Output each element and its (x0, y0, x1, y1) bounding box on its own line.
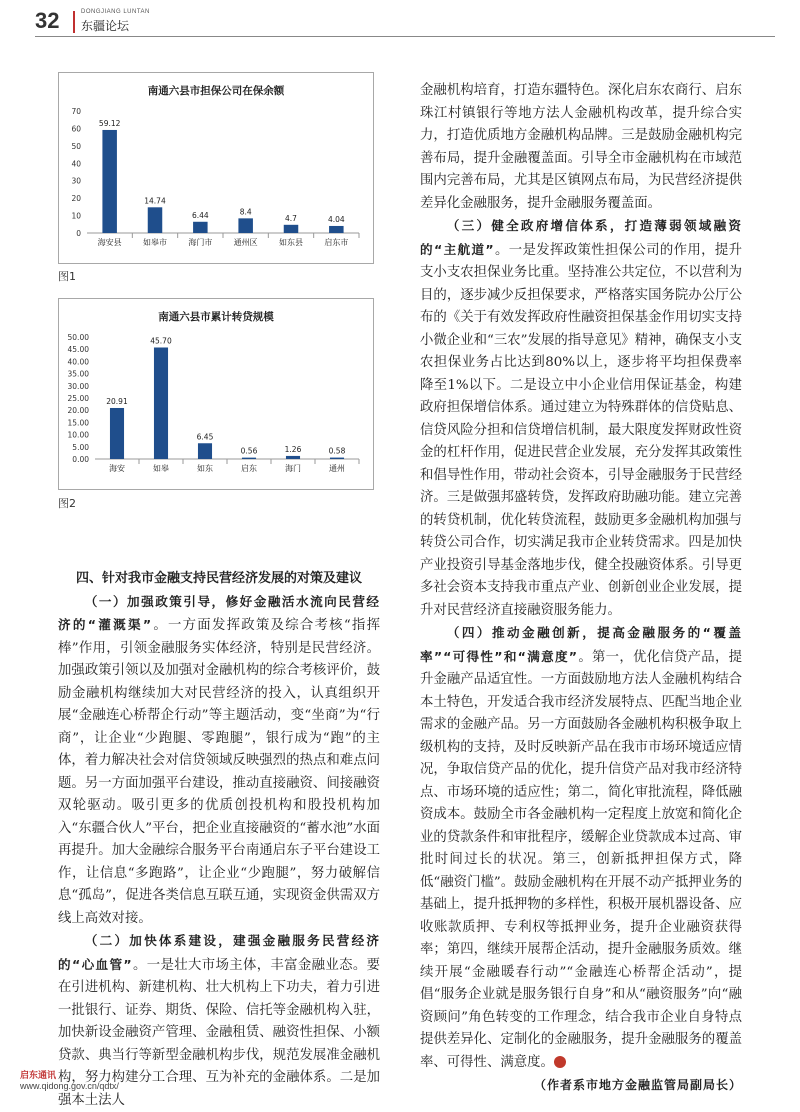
data-label: 6.45 (196, 432, 214, 442)
y-tick-label: 0 (76, 229, 81, 238)
bar (154, 347, 168, 459)
data-label: 4.04 (327, 214, 345, 224)
figure-label: 图1 (58, 270, 76, 283)
left-column (58, 568, 380, 1112)
paragraph-body: 。一是壮大市场主体，丰富金融业态。要在引进机构、新建机构、壮大机构上下功夫，着力引进一批银行、证券、期货、保险、信托等金融机构入驻，加快新设金融资产管理、金融租赁、融资性担保、小额贷款、典当行等新型金融机构步伐，规范发展准金融机构，努力构建分工合理、互为补充的金融体系。二是加强本土法人 (58, 957, 381, 1108)
chart-title: 南通六县市累计转贷规模 (158, 311, 274, 323)
bar (284, 225, 299, 233)
subheading: （一）加强政策引导，修好金融活水流向民营经济的“灌溉渠” (58, 593, 380, 632)
section-heading: 四、针对我市金融支持民营经济发展的对策及建议 (75, 571, 362, 586)
chart-plot (59, 299, 373, 489)
subheading: （二）加快体系建设，建强金融服务民营经济的“心血管” (58, 933, 380, 972)
x-tick-label: 通州 (329, 464, 345, 473)
data-label: 0.58 (328, 446, 346, 456)
bar (330, 458, 344, 459)
y-tick-label: 45.00 (67, 345, 89, 355)
bar (193, 222, 208, 233)
y-tick-label: 20 (71, 194, 81, 204)
paragraph-body: 。一是发挥政策性担保公司的作用，提升支小支农担保业务比重。坚持准公共定位，不以营利为目的，逐步减少反担保要求，严格落实国务院办公厅公布的《关于有效发挥政府性融资担保基金作用切实支持小微企业和“三农”发展的指导意见》精神，确保支小支农担保业务占比达到80%以上，逐步将平均担保费率降至1%以下。二是设立中小企业信用保证基金，构建政府担保增信体系。通过建立为特殊群体的信贷贴息、信贷风险分担和信贷增信机制，最大限度发挥财政性资金的杠杆作用，促进民营企业发展，充分发挥其政策性和倡导性作用，带动社会资本，引导金融服务于民营经济。三是做强邦盛转贷，发挥政府助融功能。建立完善的转贷机制，优化转贷流程，鼓励更多金融机构加强与转贷公司合作，切实满足我市企业转贷需求。四是加快产业投资引导基金落地步伐，健全投融资体系。引导更多社会资本支持我市重点产业、创新创业企业发展，提升对民营经济直接融资服务能力。 (420, 242, 743, 618)
author-note: （作者系市地方金融监管局副局长） (533, 1078, 742, 1092)
y-tick-label: 70 (71, 107, 81, 116)
footer-url: www.qidong.gov.cn/qdtx/ (20, 1081, 119, 1091)
data-label: 14.74 (144, 196, 166, 206)
data-label: 0.56 (240, 446, 258, 456)
data-label: 8.4 (239, 207, 252, 217)
y-tick-label: 20.00 (67, 406, 89, 416)
paragraph (420, 215, 742, 622)
y-tick-label: 5.00 (72, 442, 89, 452)
header-rule (35, 36, 775, 37)
y-tick-label: 15.00 (67, 418, 89, 428)
x-tick-label: 如东 (197, 464, 213, 473)
data-label: 1.26 (284, 444, 302, 454)
paragraph (58, 591, 380, 931)
y-tick-label: 35.00 (67, 369, 89, 379)
figure-label: 图2 (58, 497, 76, 510)
x-tick-label: 如皋 (153, 464, 169, 473)
journal-pinyin: DONGJIANG LUNTAN (81, 9, 150, 15)
y-tick-label: 40.00 (67, 357, 89, 367)
paragraph (420, 622, 742, 1074)
x-tick-label: 如皋市 (143, 238, 167, 247)
y-tick-label: 0.00 (72, 455, 89, 464)
y-tick-label: 30 (71, 176, 81, 186)
page-header (35, 8, 775, 34)
data-label: 59.12 (98, 118, 121, 128)
x-tick-label: 海安 (109, 464, 125, 473)
header-divider (73, 11, 75, 33)
data-label: 6.44 (191, 210, 209, 220)
y-tick-label: 25.00 (67, 394, 89, 403)
y-tick-label: 50 (71, 141, 81, 151)
bar (329, 226, 344, 233)
data-label: 20.91 (106, 396, 128, 406)
data-label: 45.70 (150, 336, 172, 346)
paragraph-body: 。一方面发挥政策及综合考核“指挥棒”作用，引领金融服务实体经济，特别是民营经济。加强政策引领以及加强对金融机构的综合考核评价，鼓励金融机构继续加大对民营经济的投入，认真组织开展“金融连心桥帮企行动”等主题活动，变“坐商”为“行商”，让企业“少跑腿、零跑腿”，银行成为“跑”的主体，着力解决社会对信贷领域反映强烈的热点和难点问题。另一方面加强平台建设，推动直接融资、间接融资双轮驱动。吸引更多的优质创投机构和股投机构加入“东疆合伙人”平台，把企业直接融资的“蓄水池”水面再提升。加大金融综合服务平台南通启东子平台建设工作，让信息“多跑路”，让企业“少跑腿”，努力破解信息“孤岛”，促进各类信息互联互通，实现资金供需双方线上高效对接。 (58, 618, 380, 926)
paragraph: 金融机构培育，打造东疆特色。深化启东农商行、启东珠江村镇银行等地方法人金融机构改革，提升综合实力，打造优质地方金融机构品牌。三是鼓励金融机构完善布局，提升金融覆盖面。引导全市金融机构在市域范围内完善布局，尤其是区镇网点布局，为民营经济提供差异化金融服务，提升金融服务覆盖面。 (420, 83, 742, 211)
right-column (420, 80, 742, 1097)
y-tick-label: 10 (71, 211, 81, 221)
chart-plot (59, 73, 373, 263)
data-label: 4.7 (285, 213, 297, 223)
y-tick-label: 10.00 (67, 430, 89, 440)
bar (148, 207, 163, 233)
y-tick-label: 50.00 (67, 333, 89, 342)
chart-guarantee-balance (58, 72, 374, 264)
bar (198, 443, 212, 459)
x-tick-label: 海门市 (188, 238, 213, 247)
journal-title: 东疆论坛 (81, 19, 130, 33)
chart-title: 南通六县市担保公司在保余额 (147, 85, 285, 97)
paragraph-body: 。第一，优化信贷产品，提升金融产品适宜性。一方面鼓励地方法人金融机构结合本土特色，开发适合我市经济发展特点、匹配当地企业需求的金融产品。另一方面鼓励各金融机构积极争取上级机构的支持，及时反映新产品在我市市场环境适应情况，争取信贷产品的优化，提升信贷产品对我市经济特点、市场环境的适应性；第二，简化审批流程，降低融资成本。鼓励全市各金融机构一定程度上放宽和简化企业的贷款条件和审批程序，缓解企业贷款成本过高、审批时间过长的状况。第三，创新抵押担保方式，降低“融资门槛”。鼓励金融机构在开展不动产抵押业务的基础上，提升抵押物的多样性，积极开展机器设备、应收账款质押、专利权等抵押业务，提升企业融资获得率；第四，继续开展帮企活动，提升金融服务质效。继续开展“金融暖春行动”“金融连心桥帮企活动”，提倡“服务企业就是服务银行自身”和从“融资服务”向“融资顾问”角色转变的工作理念，结合我市企业自身特点提供差异化、定制化的金融服务，提升金融服务的覆盖率、可得性、满意度。 (420, 649, 743, 1070)
y-tick-label: 30.00 (67, 381, 89, 391)
x-tick-label: 通州区 (233, 238, 258, 247)
bar (110, 408, 124, 459)
x-tick-label: 海安县 (97, 238, 122, 247)
page-number: 32 (35, 8, 60, 33)
bar (238, 218, 253, 233)
end-mark-icon: 东 (554, 1056, 566, 1068)
page-footer (20, 1068, 119, 1091)
subheading: （三）健全政府增信体系，打造薄弱领域融资的“主航道” (420, 218, 742, 257)
bar (242, 458, 256, 459)
footer-publication: 启东通讯 (20, 1070, 57, 1080)
x-tick-label: 启东市 (324, 238, 349, 247)
y-tick-label: 40 (71, 159, 81, 169)
bar (286, 456, 300, 459)
y-tick-label: 60 (71, 124, 81, 134)
x-tick-label: 如东县 (279, 238, 303, 247)
bar (102, 130, 117, 233)
chart-loan-transfer-scale (58, 298, 374, 490)
x-tick-label: 海门 (285, 464, 301, 473)
x-tick-label: 启东 (241, 464, 257, 473)
subheading: （四）推动金融创新，提高金融服务的“覆盖率”“可得性”和“满意度” (420, 625, 742, 664)
